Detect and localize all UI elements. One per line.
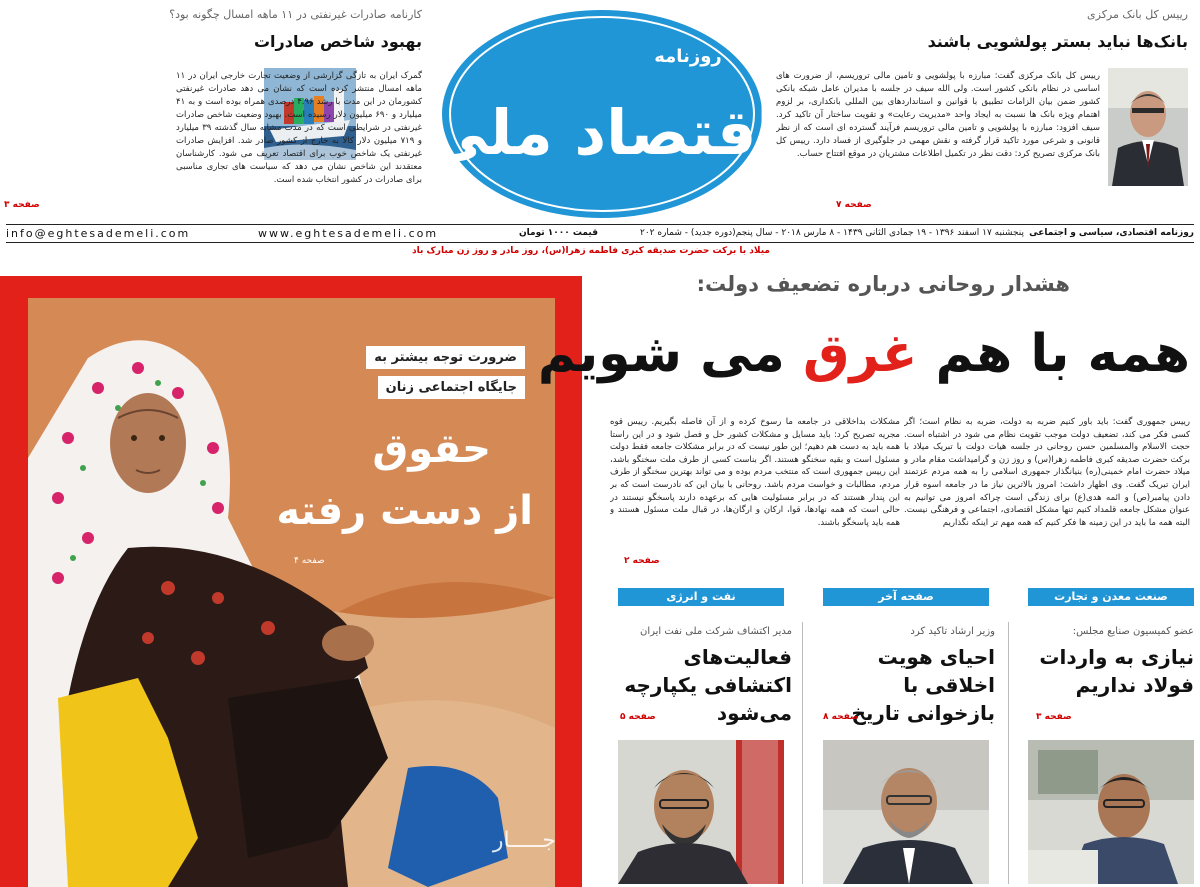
story-culture-page-ref[interactable]: صفحه ۸ [823,712,859,722]
main-col-left: مشکلات بداخلاقی در جامعه ما رسوخ کرده و از آن فاصله بگیریم. رییس قوه مجریه تصریح کرد: باید مسایل و مشکلات کشور حل و فصل شود و در این راستا همه باید به دست هم دهیم؛ این طور نیست که در برابر مشکلات جامعه فقط دولت مسئول است و بقیه سخنگو هستند. اگر بناست کسی از طرف ملت سخنگو باشد، این رییس جمهوری است که منتخب مردم بوده و می تواند بهترین سخنگو از طرف مردم، مطالبات و خواست مردم باشد. روحانی با بیان این که نادرست است که بر این پندار هستند که در برابر مسئولیت هایی که برعهده دارند پاسخگو نیستند در حالی است که همه نهادها، قوا، ارکان و ارگان‌ها، در قبال ملت مسئول هستند و همه باید پاسخگو باشند. [610,417,900,528]
feature-tag-2: جایگاه اجتماعی زنان [378,376,525,399]
feature-photo [28,298,555,887]
section-bar-mining[interactable]: صنعت معدن و تجارت [1028,588,1194,606]
story-culture-kicker: وزیر ارشاد تاکید کرد [910,626,995,637]
logo-top-text: روزنامه [654,46,722,67]
section-bar-oil[interactable]: نفت و انرژی [618,588,784,606]
website-link[interactable]: www.eghtesademeli.com [258,227,439,240]
main-headline-part2: می شویم [537,324,785,384]
masthead-right-story [772,6,1192,216]
logo-name-text: اقتصاد ملی [438,96,766,169]
column-divider-1 [1008,622,1009,884]
left-story-body: گمرک ایران به تازگی گزارشی از وضعیت تجارت خارجی ایران در ۱۱ ماهه امسال منتشر کرده است که نشان می دهد صادرات غیرنفتی کشورمان در این مدت با رشد ۴.۹۶ درصدی همراه بوده است و به ۴۱ میلیارد و ۶۹۰ میلیون دلار رسیده است. بهبود وضعیت شاخص صادرات غیرنفتی در شرایطی است که در مدت مشابه سال گذشته ۳۹ میلیارد و ۷۱۹ میلیون دلار کالا به خارج از کشور صادر شد. افزایش صادرات غیرنفتی یک شاخص خوب برای اقتصاد تعریف می شود. کارشناسان معتقدند این شاخص نشان می دهد که سیاست های تجاری مناسبی برای صادرات در کشور انتخاب شده است. [176,71,422,185]
story-steel-photo [1028,740,1194,884]
story-oil-page-ref[interactable]: صفحه ۵ [620,712,656,722]
main-col-right: رییس جمهوری گفت: باید باور کنیم ضربه به دولت، ضربه به نظام است؛ اگر کسی فکر می کند، تضعیف دولت موجب تقویت نظام می شود در اشتباه است. حجت الاسلام والمسلمین حسن روحانی در جلسه هیات دولت با تبریک میلاد با برکت حضرت صدیقه کبری فاطمه زهرا(س) و روز زن و گرامیداشت مقام مادر و میلاد حضرت امام خمینی(ره) بنیانگذار جمهوری اسلامی را به همه مردم عزتمند ایران تبریک گفت. وی اظهار داشت: امروز بالاترین نیاز ما در جامعه اسوه قرار دادن پیامبر(ص) و ائمه هدی(ع) برای زندگی است چراکه امروز می توانیم به عنوان مشکل جامعه قلمداد کنیم تنها مشکل اقتصادی، اجتماعی و فرهنگی نیست. البته همه ما باید در این زمینه ها فکر کنیم که همه مهم تر اینکه نگذاریم [904,417,1190,528]
feature-title-2[interactable]: از دست رفته [276,488,533,534]
meta-top-rule [6,224,1194,225]
feature-title-1[interactable]: حقوق [372,426,491,472]
column-divider-2 [802,622,803,884]
issue-info: پنجشنبه ۱۷ اسفند ۱۳۹۶ - ۱۹ جمادی الثانی ۱۴۳۹ - ۸ مارس ۲۰۱۸ - سال پنجم(دوره جدید) - شماره ۲۰۲ [639,228,1024,238]
main-kicker: هشدار روحانی درباره تضعیف دولت: [696,272,1070,296]
story-oil-photo [618,740,784,884]
price: قیمت ۱۰۰۰ تومان [518,228,598,238]
main-headline-accent: غرق [802,324,918,384]
right-story-page-ref[interactable]: صفحه ۷ [836,200,872,210]
section-bar-last-page[interactable]: صفحه آخر [823,588,989,606]
meta-row [6,228,1194,242]
story-steel-kicker: عضو کمیسیون صنایع مجلس: [1072,626,1194,637]
left-story-headline[interactable]: بهبود شاخص صادرات [253,32,422,51]
story-oil-kicker: مدیر اکتشاف شرکت ملی نفت ایران [639,626,792,637]
greeting-banner: میلاد با برکت حضرت صدیقه کبری فاطمه زهرا(س)، روز مادر و روز زن مبارک باد [412,246,770,256]
right-story-photo [1108,68,1188,186]
feature-tag-1: ضرورت توجه بیشتر به [366,346,525,369]
main-headline[interactable] [538,322,1190,386]
main-page-ref[interactable]: صفحه ۲ [624,556,660,566]
right-story-headline[interactable]: بانک‌ها نباید بستر پولشویی باشند [927,32,1188,51]
left-story-page-ref[interactable]: صفحه ۳ [4,200,40,210]
feature-page-ref[interactable]: صفحه ۴ [294,556,325,566]
email-link[interactable]: info@eghtesademeli.com [6,227,191,240]
main-headline-part1: همه با هم [935,324,1190,384]
story-culture-headline[interactable]: احیای هویت اخلاقی با بازخوانی تاریخ [851,645,995,725]
story-oil-headline[interactable]: فعالیت‌های اکتشافی یکپارچه می‌شود [624,645,792,725]
feature-watermark: جـــــار [492,828,556,853]
right-story-body: رییس کل بانک مرکزی گفت: مبارزه با پولشویی و تامین مالی تروریسم، از ضرورت های اساسی در نظام بانکی کشور است. ولی الله سیف در جلسه با مدیران عامل شبکه بانکی کشور ضمن بیان الزامات تطبیق با قوانین و استانداردهای بین المللی بانکداری، بر لزوم اهتمام ویژه بانک ها نسبت به ایجاد واحد «مدیریت رعایت» و تقویت ساختار آن تاکید کرد. سیف افزود: مبارزه با پولشویی و تامین مالی تروریسم فرآیند گسترده ای است که از نظر قانونی و شرعی مورد تاکید قرار گرفته و نقش مهمی در جلوگیری از فساد دارد. رییس کل بانک مرکزی تصریح کرد: دقت نظر در تکمیل اطلاعات مشتریان در موقع افتتاح حساب. [776,71,1100,159]
left-story-kicker: کارنامه صادرات غیرنفتی در ۱۱ ماهه امسال چگونه بود؟ [169,8,422,21]
story-steel-page-ref[interactable]: صفحه ۳ [1036,712,1072,722]
newspaper-logo[interactable] [438,6,766,222]
feature-frame [0,276,582,887]
right-story-kicker: رییس کل بانک مرکزی [1087,8,1188,21]
paper-type: روزنامه اقتصادی، سیاسی و اجتماعی [1029,228,1194,238]
story-steel [1028,626,1194,699]
story-culture-photo [823,740,989,884]
masthead-left-story [6,6,426,216]
meta-bottom-rule [6,242,1194,243]
story-steel-headline[interactable]: نیازی به واردات فولاد نداریم [1039,645,1194,697]
